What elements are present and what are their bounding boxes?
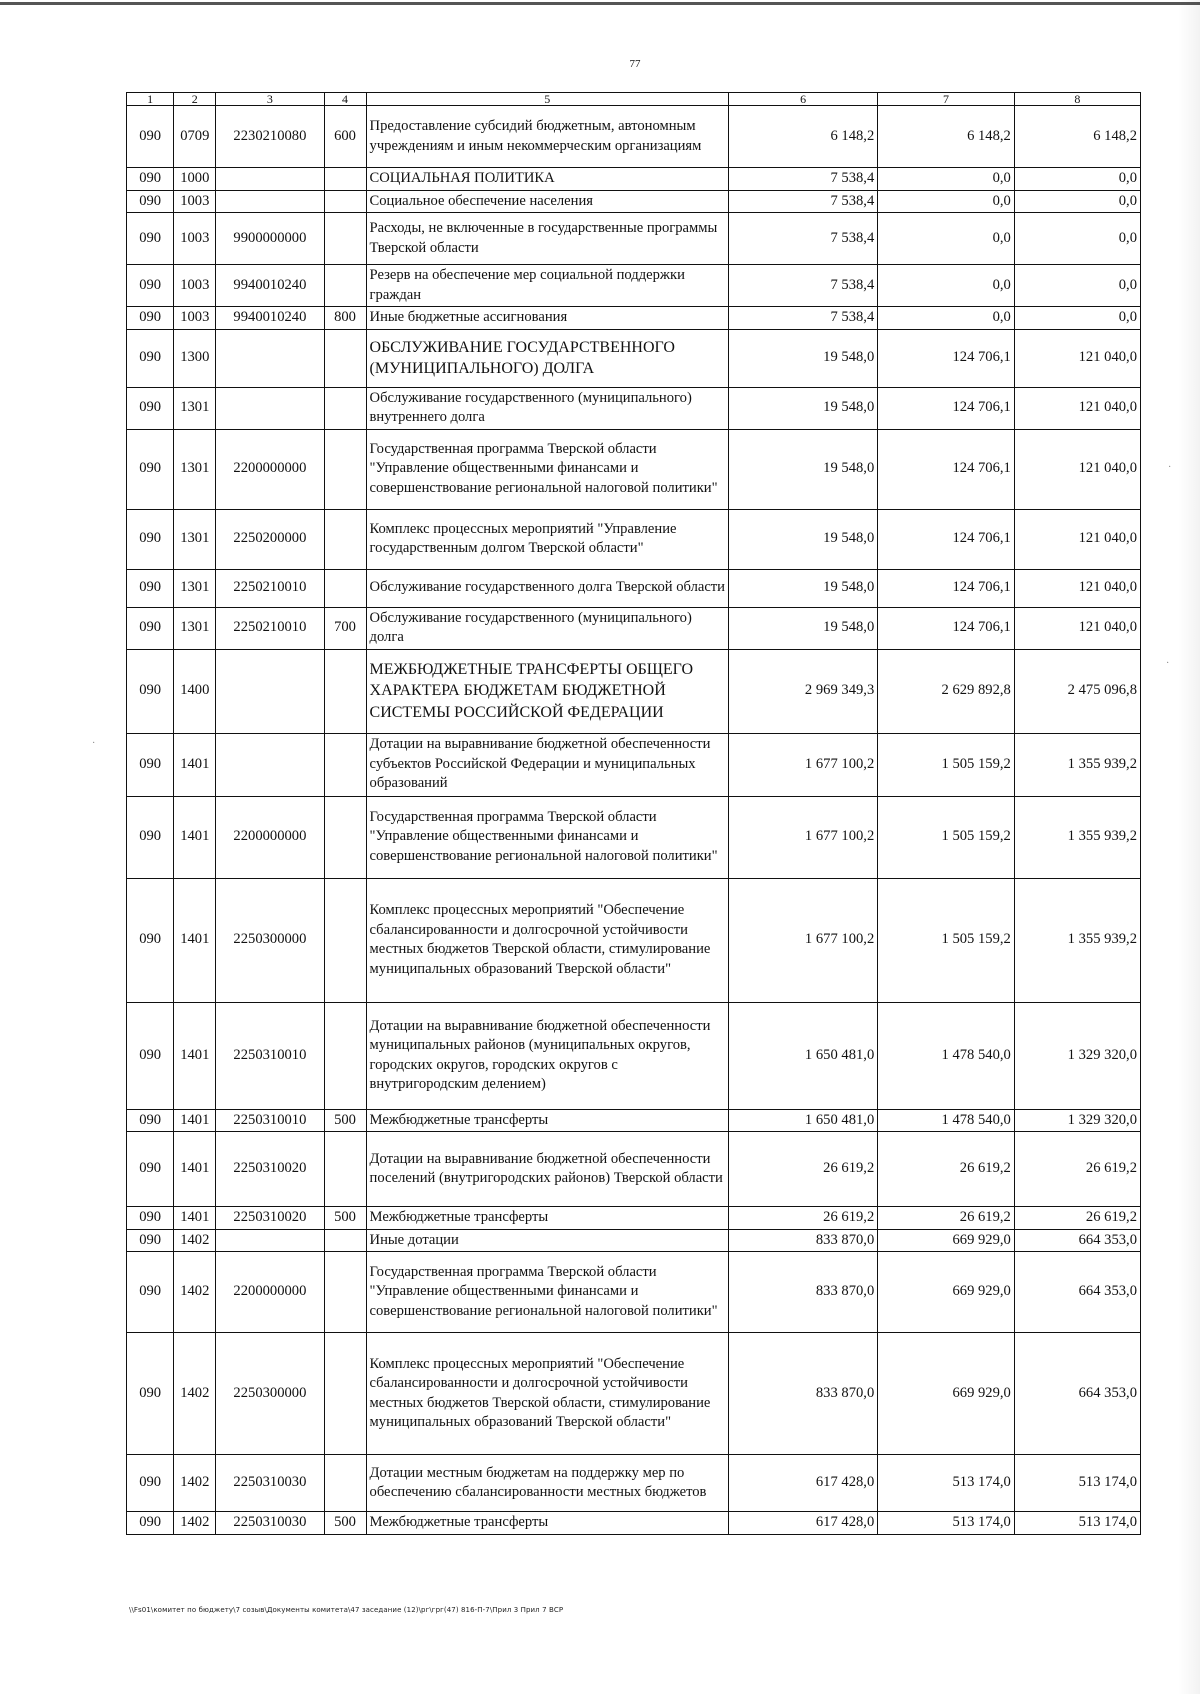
target-article-cell	[216, 733, 324, 796]
amount-col7-cell: 26 619,2	[878, 1132, 1015, 1207]
amount-col7-cell: 1 478 540,0	[878, 1109, 1015, 1132]
amount-col8-cell: 1 355 939,2	[1014, 796, 1140, 878]
section-code-cell: 1003	[174, 307, 216, 330]
amount-col8-cell: 6 148,2	[1014, 106, 1140, 168]
amount-col6-cell: 19 548,0	[729, 429, 878, 509]
expense-type-cell: 500	[324, 1109, 366, 1132]
table-row	[127, 569, 1141, 607]
admin-code-cell: 090	[127, 213, 174, 265]
description-cell: ОБСЛУЖИВАНИЕ ГОСУДАРСТВЕННОГО (МУНИЦИПАЛЬНОГО) ДОЛГА	[366, 329, 729, 387]
target-article-cell: 2250310030	[216, 1512, 324, 1535]
target-article-cell: 2200000000	[216, 429, 324, 509]
admin-code-cell: 090	[127, 733, 174, 796]
amount-col7-cell: 6 148,2	[878, 106, 1015, 168]
section-code-cell: 1003	[174, 213, 216, 265]
section-code-cell: 1300	[174, 329, 216, 387]
amount-col8-cell: 121 040,0	[1014, 387, 1140, 429]
table-row	[127, 733, 1141, 796]
col-header-8: 8	[1014, 93, 1140, 106]
amount-col8-cell: 0,0	[1014, 307, 1140, 330]
description-cell: Резерв на обеспечение мер социальной поддержки граждан	[366, 265, 729, 307]
amount-col6-cell: 1 650 481,0	[729, 1109, 878, 1132]
expense-type-cell	[324, 1002, 366, 1109]
section-code-cell: 0709	[174, 106, 216, 168]
description-cell: Межбюджетные трансферты	[366, 1109, 729, 1132]
table-row	[127, 307, 1141, 330]
amount-col7-cell: 124 706,1	[878, 607, 1015, 649]
admin-code-cell: 090	[127, 265, 174, 307]
section-code-cell: 1401	[174, 878, 216, 1002]
target-article-cell	[216, 387, 324, 429]
amount-col7-cell: 124 706,1	[878, 387, 1015, 429]
section-code-cell: 1003	[174, 265, 216, 307]
amount-col6-cell: 617 428,0	[729, 1455, 878, 1512]
description-cell: Предоставление субсидий бюджетным, автономным учреждениям и иным некоммерческим организациям	[366, 106, 729, 168]
admin-code-cell: 090	[127, 796, 174, 878]
expense-type-cell	[324, 265, 366, 307]
admin-code-cell: 090	[127, 429, 174, 509]
section-code-cell: 1301	[174, 509, 216, 569]
target-article-cell	[216, 168, 324, 191]
amount-col8-cell: 0,0	[1014, 213, 1140, 265]
expense-type-cell: 500	[324, 1207, 366, 1230]
target-article-cell: 9900000000	[216, 213, 324, 265]
amount-col8-cell: 1 355 939,2	[1014, 878, 1140, 1002]
description-cell: Дотации местным бюджетам на поддержку мер по обеспечению сбалансированности местных бюджетов	[366, 1455, 729, 1512]
amount-col8-cell: 0,0	[1014, 265, 1140, 307]
amount-col6-cell: 1 677 100,2	[729, 878, 878, 1002]
expense-type-cell	[324, 168, 366, 191]
description-cell: Государственная программа Тверской области "Управление общественными финансами и совершенствование региональной налоговой политики"	[366, 796, 729, 878]
target-article-cell: 2250300000	[216, 878, 324, 1002]
section-code-cell: 1402	[174, 1512, 216, 1535]
expense-type-cell: 800	[324, 307, 366, 330]
section-code-cell: 1003	[174, 190, 216, 213]
amount-col7-cell: 0,0	[878, 190, 1015, 213]
target-article-cell: 2250310010	[216, 1002, 324, 1109]
admin-code-cell: 090	[127, 1207, 174, 1230]
amount-col6-cell: 19 548,0	[729, 387, 878, 429]
section-code-cell: 1400	[174, 649, 216, 733]
table-row	[127, 329, 1141, 387]
expense-type-cell	[324, 509, 366, 569]
amount-col7-cell: 26 619,2	[878, 1207, 1015, 1230]
description-cell: Комплекс процессных мероприятий "Обеспечение сбалансированности и долгосрочной устойчивости местных бюджетов Тверской области, стимулирование муниципальных образований Тверской области"	[366, 878, 729, 1002]
description-cell: Обслуживание государственного долга Тверской области	[366, 569, 729, 607]
amount-col7-cell: 124 706,1	[878, 569, 1015, 607]
description-cell: Государственная программа Тверской области "Управление общественными финансами и совершенствование региональной налоговой политики"	[366, 1252, 729, 1333]
target-article-cell	[216, 190, 324, 213]
expense-type-cell	[324, 878, 366, 1002]
section-code-cell: 1402	[174, 1229, 216, 1252]
expense-type-cell	[324, 1252, 366, 1333]
target-article-cell: 2250310010	[216, 1109, 324, 1132]
description-cell: Межбюджетные трансферты	[366, 1207, 729, 1230]
admin-code-cell: 090	[127, 1333, 174, 1455]
amount-col7-cell: 513 174,0	[878, 1455, 1015, 1512]
description-cell: СОЦИАЛЬНАЯ ПОЛИТИКА	[366, 168, 729, 191]
table-row	[127, 1252, 1141, 1333]
table-row	[127, 1109, 1141, 1132]
amount-col7-cell: 669 929,0	[878, 1229, 1015, 1252]
table-row	[127, 607, 1141, 649]
admin-code-cell: 090	[127, 649, 174, 733]
amount-col7-cell: 1 505 159,2	[878, 733, 1015, 796]
section-code-cell: 1401	[174, 1002, 216, 1109]
amount-col6-cell: 833 870,0	[729, 1252, 878, 1333]
section-code-cell: 1301	[174, 429, 216, 509]
target-article-cell: 9940010240	[216, 265, 324, 307]
expense-type-cell	[324, 190, 366, 213]
section-code-cell: 1000	[174, 168, 216, 191]
section-code-cell: 1401	[174, 796, 216, 878]
amount-col6-cell: 19 548,0	[729, 509, 878, 569]
description-cell: Комплекс процессных мероприятий "Обеспечение сбалансированности и долгосрочной устойчивости местных бюджетов Тверской области, стимулирование муниципальных образований Тверской области"	[366, 1333, 729, 1455]
amount-col6-cell: 7 538,4	[729, 213, 878, 265]
description-cell: Иные дотации	[366, 1229, 729, 1252]
description-cell: Комплекс процессных мероприятий "Управление государственным долгом Тверской области"	[366, 509, 729, 569]
admin-code-cell: 090	[127, 307, 174, 330]
admin-code-cell: 090	[127, 509, 174, 569]
expense-type-cell	[324, 213, 366, 265]
admin-code-cell: 090	[127, 168, 174, 191]
admin-code-cell: 090	[127, 106, 174, 168]
admin-code-cell: 090	[127, 387, 174, 429]
table-body	[127, 106, 1141, 1535]
amount-col6-cell: 19 548,0	[729, 569, 878, 607]
section-code-cell: 1301	[174, 387, 216, 429]
amount-col8-cell: 513 174,0	[1014, 1455, 1140, 1512]
expense-type-cell	[324, 1229, 366, 1252]
target-article-cell: 2250210010	[216, 569, 324, 607]
amount-col6-cell: 7 538,4	[729, 265, 878, 307]
amount-col7-cell: 0,0	[878, 265, 1015, 307]
amount-col8-cell: 0,0	[1014, 190, 1140, 213]
target-article-cell: 2200000000	[216, 796, 324, 878]
target-article-cell: 9940010240	[216, 307, 324, 330]
amount-col6-cell: 7 538,4	[729, 307, 878, 330]
description-cell: Обслуживание государственного (муниципального) долга	[366, 607, 729, 649]
col-header-4: 4	[324, 93, 366, 106]
target-article-cell: 2250210010	[216, 607, 324, 649]
section-code-cell: 1402	[174, 1333, 216, 1455]
admin-code-cell: 090	[127, 1132, 174, 1207]
expense-type-cell	[324, 387, 366, 429]
column-number-row	[127, 93, 1141, 106]
amount-col7-cell: 1 505 159,2	[878, 796, 1015, 878]
scan-speck: ·	[1168, 462, 1172, 473]
description-cell: Расходы, не включенные в государственные программы Тверской области	[366, 213, 729, 265]
amount-col8-cell: 26 619,2	[1014, 1207, 1140, 1230]
col-header-5: 5	[366, 93, 729, 106]
admin-code-cell: 090	[127, 1455, 174, 1512]
target-article-cell: 2250310020	[216, 1132, 324, 1207]
amount-col7-cell: 669 929,0	[878, 1252, 1015, 1333]
amount-col7-cell: 669 929,0	[878, 1333, 1015, 1455]
table-row	[127, 1207, 1141, 1230]
col-header-3: 3	[216, 93, 324, 106]
target-article-cell: 2250310020	[216, 1207, 324, 1230]
amount-col6-cell: 19 548,0	[729, 329, 878, 387]
target-article-cell	[216, 1229, 324, 1252]
table-row	[127, 1455, 1141, 1512]
amount-col6-cell: 1 650 481,0	[729, 1002, 878, 1109]
description-cell: Дотации на выравнивание бюджетной обеспеченности субъектов Российской Федерации и муниципальных образований	[366, 733, 729, 796]
description-cell: Государственная программа Тверской области "Управление общественными финансами и совершенствование региональной налоговой политики"	[366, 429, 729, 509]
section-code-cell: 1401	[174, 1132, 216, 1207]
amount-col8-cell: 26 619,2	[1014, 1132, 1140, 1207]
section-code-cell: 1301	[174, 607, 216, 649]
amount-col8-cell: 121 040,0	[1014, 509, 1140, 569]
description-cell: Дотации на выравнивание бюджетной обеспеченности поселений (внутригородских районов) Тверской области	[366, 1132, 729, 1207]
expense-type-cell	[324, 1333, 366, 1455]
description-cell: Социальное обеспечение населения	[366, 190, 729, 213]
target-article-cell: 2200000000	[216, 1252, 324, 1333]
section-code-cell: 1401	[174, 733, 216, 796]
admin-code-cell: 090	[127, 607, 174, 649]
description-cell: МЕЖБЮДЖЕТНЫЕ ТРАНСФЕРТЫ ОБЩЕГО ХАРАКТЕРА БЮДЖЕТАМ БЮДЖЕТНОЙ СИСТЕМЫ РОССИЙСКОЙ ФЕДЕРАЦИИ	[366, 649, 729, 733]
section-code-cell: 1402	[174, 1252, 216, 1333]
admin-code-cell: 090	[127, 1002, 174, 1109]
target-article-cell: 2250300000	[216, 1333, 324, 1455]
amount-col6-cell: 26 619,2	[729, 1207, 878, 1230]
footer-file-path: \\Fs01\комитет по бюджету\7 созыв\Документы комитета\47 заседание (12)\рг\грг(47) 816-П-7\Прил 3 Прил 7 ВСР	[129, 1606, 564, 1614]
amount-col7-cell: 0,0	[878, 307, 1015, 330]
section-code-cell: 1402	[174, 1455, 216, 1512]
table-row	[127, 878, 1141, 1002]
description-cell: Иные бюджетные ассигнования	[366, 307, 729, 330]
expense-type-cell	[324, 1132, 366, 1207]
admin-code-cell: 090	[127, 329, 174, 387]
scan-speck: ·	[1166, 658, 1170, 669]
amount-col7-cell: 1 505 159,2	[878, 878, 1015, 1002]
col-header-1: 1	[127, 93, 174, 106]
target-article-cell: 2230210080	[216, 106, 324, 168]
amount-col7-cell: 513 174,0	[878, 1512, 1015, 1535]
scan-edge-shadow	[1178, 0, 1200, 1694]
expense-type-cell: 500	[324, 1512, 366, 1535]
target-article-cell: 2250310030	[216, 1455, 324, 1512]
scan-speck: ·	[92, 738, 96, 749]
amount-col8-cell: 0,0	[1014, 168, 1140, 191]
amount-col6-cell: 833 870,0	[729, 1229, 878, 1252]
amount-col8-cell: 121 040,0	[1014, 569, 1140, 607]
expense-type-cell	[324, 429, 366, 509]
table-row	[127, 1002, 1141, 1109]
amount-col6-cell: 7 538,4	[729, 190, 878, 213]
amount-col8-cell: 1 329 320,0	[1014, 1109, 1140, 1132]
expense-type-cell	[324, 1455, 366, 1512]
col-header-6: 6	[729, 93, 878, 106]
table-row	[127, 1132, 1141, 1207]
amount-col7-cell: 0,0	[878, 213, 1015, 265]
admin-code-cell: 090	[127, 1229, 174, 1252]
amount-col7-cell: 124 706,1	[878, 429, 1015, 509]
table-row	[127, 1333, 1141, 1455]
page-number: 77	[629, 58, 641, 70]
expense-type-cell	[324, 649, 366, 733]
amount-col7-cell: 1 478 540,0	[878, 1002, 1015, 1109]
admin-code-cell: 090	[127, 190, 174, 213]
target-article-cell	[216, 329, 324, 387]
target-article-cell	[216, 649, 324, 733]
amount-col6-cell: 26 619,2	[729, 1132, 878, 1207]
table-row	[127, 387, 1141, 429]
table-row	[127, 168, 1141, 191]
amount-col8-cell: 664 353,0	[1014, 1333, 1140, 1455]
description-cell: Дотации на выравнивание бюджетной обеспеченности муниципальных районов (муниципальных округов, городских округов, городских округов с внутригородским делением)	[366, 1002, 729, 1109]
expense-type-cell	[324, 569, 366, 607]
col-header-7: 7	[878, 93, 1015, 106]
table-row	[127, 796, 1141, 878]
amount-col8-cell: 121 040,0	[1014, 329, 1140, 387]
amount-col8-cell: 121 040,0	[1014, 607, 1140, 649]
top-edge-rule	[0, 2, 1200, 5]
section-code-cell: 1301	[174, 569, 216, 607]
table-row	[127, 429, 1141, 509]
amount-col6-cell: 19 548,0	[729, 607, 878, 649]
amount-col7-cell: 2 629 892,8	[878, 649, 1015, 733]
amount-col6-cell: 1 677 100,2	[729, 796, 878, 878]
expense-type-cell	[324, 329, 366, 387]
expense-type-cell	[324, 796, 366, 878]
admin-code-cell: 090	[127, 1252, 174, 1333]
amount-col8-cell: 1 355 939,2	[1014, 733, 1140, 796]
amount-col7-cell: 124 706,1	[878, 509, 1015, 569]
amount-col7-cell: 0,0	[878, 168, 1015, 191]
section-code-cell: 1401	[174, 1109, 216, 1132]
amount-col8-cell: 1 329 320,0	[1014, 1002, 1140, 1109]
admin-code-cell: 090	[127, 878, 174, 1002]
amount-col8-cell: 121 040,0	[1014, 429, 1140, 509]
amount-col6-cell: 6 148,2	[729, 106, 878, 168]
target-article-cell: 2250200000	[216, 509, 324, 569]
table-row	[127, 190, 1141, 213]
section-code-cell: 1401	[174, 1207, 216, 1230]
expense-type-cell: 600	[324, 106, 366, 168]
amount-col6-cell: 617 428,0	[729, 1512, 878, 1535]
col-header-2: 2	[174, 93, 216, 106]
admin-code-cell: 090	[127, 1512, 174, 1535]
amount-col8-cell: 513 174,0	[1014, 1512, 1140, 1535]
budget-allocation-table	[126, 92, 1141, 1535]
table-row	[127, 1512, 1141, 1535]
table-row	[127, 509, 1141, 569]
amount-col8-cell: 664 353,0	[1014, 1252, 1140, 1333]
table-row	[127, 106, 1141, 168]
amount-col7-cell: 124 706,1	[878, 329, 1015, 387]
table-row	[127, 1229, 1141, 1252]
admin-code-cell: 090	[127, 1109, 174, 1132]
description-cell: Межбюджетные трансферты	[366, 1512, 729, 1535]
amount-col6-cell: 7 538,4	[729, 168, 878, 191]
description-cell: Обслуживание государственного (муниципального) внутреннего долга	[366, 387, 729, 429]
amount-col8-cell: 664 353,0	[1014, 1229, 1140, 1252]
table-row	[127, 649, 1141, 733]
admin-code-cell: 090	[127, 569, 174, 607]
amount-col6-cell: 833 870,0	[729, 1333, 878, 1455]
table-row	[127, 265, 1141, 307]
amount-col6-cell: 1 677 100,2	[729, 733, 878, 796]
amount-col6-cell: 2 969 349,3	[729, 649, 878, 733]
amount-col8-cell: 2 475 096,8	[1014, 649, 1140, 733]
expense-type-cell: 700	[324, 607, 366, 649]
table-row	[127, 213, 1141, 265]
expense-type-cell	[324, 733, 366, 796]
